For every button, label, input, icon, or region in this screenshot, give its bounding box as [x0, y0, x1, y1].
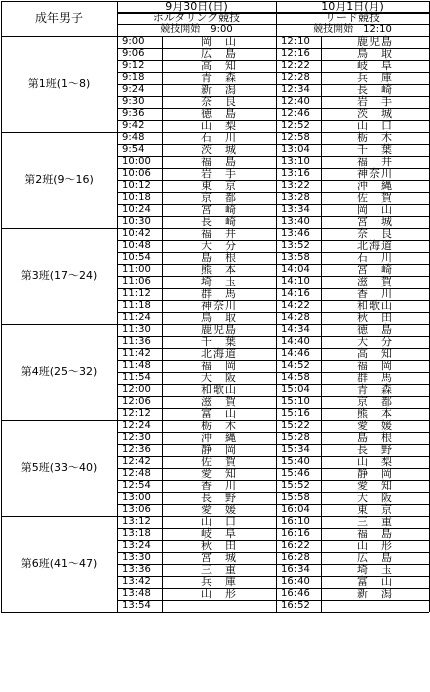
day1-prefecture: 和歌山	[201, 383, 237, 396]
day2-time: 13:28	[281, 192, 310, 203]
day1-time: 13:06	[122, 504, 151, 515]
day1-prefecture: 静 岡	[201, 443, 237, 456]
day2-time: 12:52	[281, 120, 310, 131]
day2-prefecture: 兵 庫	[357, 71, 393, 84]
day2-prefecture: 静 岡	[357, 467, 393, 480]
day2-time: 13:40	[281, 216, 310, 227]
day2-time: 13:58	[281, 252, 310, 263]
day2-prefecture: 奈 良	[357, 227, 393, 240]
day2-time: 13:46	[281, 228, 310, 239]
day2-time: 12:58	[281, 132, 310, 143]
day2-prefecture: 福 井	[357, 155, 393, 168]
day2-time: 16:52	[281, 600, 310, 611]
day2-prefecture: 岡 山	[357, 203, 393, 216]
day2-prefecture: 大 阪	[357, 491, 393, 504]
day1-time: 11:24	[122, 312, 151, 323]
day2-prefecture: 神奈川	[357, 167, 393, 180]
day2-prefecture: 愛 媛	[357, 419, 393, 432]
group-label: 第6班(41～47)	[20, 557, 98, 570]
day1-time: 10:42	[122, 228, 151, 239]
day2-prefecture: 三 重	[357, 515, 393, 528]
day1-time: 10:06	[122, 168, 151, 179]
day1-time: 10:18	[122, 192, 151, 203]
day1-time: 10:24	[122, 204, 151, 215]
day2-prefecture: 和歌山	[357, 299, 393, 312]
day2-prefecture: 宮 城	[357, 215, 393, 228]
day1-prefecture: 佐 賀	[201, 455, 237, 468]
day2-time: 13:22	[281, 180, 310, 191]
grid-line	[117, 1, 118, 612]
day1-prefecture: 秋 田	[201, 539, 237, 552]
day1-time: 13:12	[122, 516, 151, 527]
day1-time: 12:48	[122, 468, 151, 479]
day2-prefecture: 福 岡	[357, 359, 393, 372]
day1-time: 12:36	[122, 444, 151, 455]
day1-time: 13:42	[122, 576, 151, 587]
day1-time: 9:30	[122, 96, 145, 107]
day1-prefecture: 石 川	[201, 131, 237, 144]
day1-time: 11:36	[122, 336, 151, 347]
day2-time: 12:40	[281, 96, 310, 107]
day2-prefecture: 京 都	[357, 395, 393, 408]
day1-prefecture: 熊 本	[201, 263, 237, 276]
day1-prefecture: 栃 木	[201, 419, 237, 432]
day2-prefecture: 香 川	[357, 287, 393, 300]
day1-time: 9:18	[122, 72, 145, 83]
day2-prefecture: 岩 手	[357, 95, 393, 108]
day2-time: 16:22	[281, 540, 310, 551]
day1-prefecture	[162, 600, 276, 612]
day2-prefecture: 沖 縄	[357, 179, 393, 192]
group-label: 第1班(1～8)	[27, 77, 91, 90]
day2-time: 13:34	[281, 204, 310, 215]
grid-line	[117, 24, 429, 25]
day1-time: 11:06	[122, 276, 151, 287]
day1-time: 9:48	[122, 132, 145, 143]
day1-time: 12:12	[122, 408, 151, 419]
day1-prefecture: 福 井	[201, 227, 237, 240]
day2-time: 15:22	[281, 420, 310, 431]
day2-time: 14:52	[281, 360, 310, 371]
day2-prefecture: 鳥 取	[357, 47, 393, 60]
day2-prefecture: 広 島	[357, 551, 393, 564]
day1-time: 11:12	[122, 288, 151, 299]
day2-prefecture: 長 崎	[357, 83, 393, 96]
day2-time: 14:04	[281, 264, 310, 275]
day2-time: 12:28	[281, 72, 310, 83]
day2-time: 14:10	[281, 276, 310, 287]
day1-time: 9:24	[122, 84, 145, 95]
day1-prefecture: 兵 庫	[201, 575, 237, 588]
day1-start: 競技開始 9:00	[160, 24, 233, 35]
day2-prefecture: 山 梨	[357, 455, 393, 468]
day1-prefecture: 島 根	[201, 251, 237, 264]
day2-time: 15:28	[281, 432, 310, 443]
day1-time: 11:00	[122, 264, 151, 275]
day2-prefecture: 大 分	[357, 335, 393, 348]
day1-date: 9月30日(日)	[165, 0, 228, 13]
day2-time: 16:40	[281, 576, 310, 587]
day1-prefecture: 宮 崎	[201, 203, 237, 216]
day2-time: 16:46	[281, 588, 310, 599]
group-divider	[1, 36, 429, 37]
day1-prefecture: 岡 山	[201, 35, 237, 48]
group-divider	[1, 612, 429, 613]
grid-line	[117, 12, 429, 13]
day1-time: 9:36	[122, 108, 145, 119]
day1-time: 13:24	[122, 540, 151, 551]
day2-time: 14:58	[281, 372, 310, 383]
group-divider	[1, 516, 429, 517]
day2-prefecture: 東 京	[357, 503, 393, 516]
day2-event: リード競技	[325, 11, 380, 24]
day2-time: 14:34	[281, 324, 310, 335]
day2-time: 12:46	[281, 108, 310, 119]
day2-time: 14:22	[281, 300, 310, 311]
day2-prefecture: 秋 田	[357, 311, 393, 324]
day1-time: 11:30	[122, 324, 151, 335]
day2-prefecture: 富 山	[357, 575, 393, 588]
day2-time: 15:58	[281, 492, 310, 503]
day1-event: ボルダリング競技	[152, 11, 241, 24]
day2-time: 15:10	[281, 396, 310, 407]
day2-prefecture: 徳 島	[357, 323, 393, 336]
day1-time: 13:48	[122, 588, 151, 599]
day2-prefecture: 高 知	[357, 347, 393, 360]
day1-time: 12:00	[122, 384, 151, 395]
day2-prefecture: 滋 賀	[357, 275, 393, 288]
day2-prefecture: 愛 知	[357, 479, 393, 492]
day1-time: 9:54	[122, 144, 145, 155]
day1-time: 10:54	[122, 252, 151, 263]
day2-time: 12:10	[281, 36, 310, 47]
group-label: 第2班(9～16)	[24, 173, 94, 186]
day1-prefecture: 滋 賀	[201, 395, 237, 408]
day1-prefecture: 沖 縄	[201, 431, 237, 444]
day2-prefecture: 栃 木	[357, 131, 393, 144]
day1-prefecture: 東 京	[201, 179, 237, 192]
day1-prefecture: 長 野	[201, 491, 237, 504]
day1-prefecture: 茨 城	[201, 143, 237, 156]
group-divider	[1, 132, 429, 133]
day2-prefecture: 福 島	[357, 527, 393, 540]
day2-time: 13:52	[281, 240, 310, 251]
day1-prefecture: 香 川	[201, 479, 237, 492]
day2-time: 14:40	[281, 336, 310, 347]
group-divider	[1, 420, 429, 421]
day2-prefecture: 新 潟	[357, 587, 393, 600]
day2-time: 12:34	[281, 84, 310, 95]
day1-prefecture: 岩 手	[201, 167, 237, 180]
day1-time: 13:18	[122, 528, 151, 539]
day1-time: 10:00	[122, 156, 151, 167]
day1-prefecture: 三 重	[201, 563, 237, 576]
day2-time: 13:16	[281, 168, 310, 179]
day1-prefecture: 長 崎	[201, 215, 237, 228]
day1-prefecture: 大 分	[201, 239, 237, 252]
day2-prefecture: 茨 城	[357, 107, 393, 120]
day1-time: 9:00	[122, 36, 145, 47]
day2-time: 13:04	[281, 144, 310, 155]
day1-prefecture: 山 形	[201, 587, 237, 600]
day2-prefecture	[321, 600, 429, 612]
grid-line	[162, 36, 163, 612]
day2-prefecture: 長 野	[357, 443, 393, 456]
day2-time: 15:04	[281, 384, 310, 395]
day2-time: 16:10	[281, 516, 310, 527]
day1-prefecture: 鳥 取	[201, 311, 237, 324]
day1-prefecture: 徳 島	[201, 107, 237, 120]
day1-time: 12:42	[122, 456, 151, 467]
day2-prefecture: 青 森	[357, 383, 393, 396]
day2-time: 15:46	[281, 468, 310, 479]
day2-prefecture: 石 川	[357, 251, 393, 264]
day1-prefecture: 山 梨	[201, 119, 237, 132]
group-label: 第5班(33～40)	[20, 461, 98, 474]
day2-prefecture: 鹿児島	[357, 35, 393, 48]
table-left-border	[1, 1, 2, 612]
day2-time: 14:46	[281, 348, 310, 359]
day1-time: 9:06	[122, 48, 145, 59]
day1-time: 13:00	[122, 492, 151, 503]
day1-prefecture: 北海道	[201, 347, 237, 360]
day1-time: 9:42	[122, 120, 145, 131]
day1-prefecture: 福 島	[201, 155, 237, 168]
day2-prefecture: 熊 本	[357, 407, 393, 420]
group-label: 第3班(17～24)	[20, 269, 98, 282]
day1-prefecture: 愛 知	[201, 467, 237, 480]
day2-prefecture: 島 根	[357, 431, 393, 444]
group-label: 第4班(25～32)	[20, 365, 98, 378]
day1-time: 13:54	[122, 600, 151, 611]
day2-time: 15:52	[281, 480, 310, 491]
day1-time: 11:48	[122, 360, 151, 371]
day1-prefecture: 群 馬	[201, 287, 237, 300]
day1-prefecture: 岐 阜	[201, 527, 237, 540]
day1-prefecture: 鹿児島	[201, 323, 237, 336]
grid-line	[321, 36, 322, 612]
day2-time: 16:04	[281, 504, 310, 515]
day2-prefecture: 宮 崎	[357, 263, 393, 276]
grid-line	[276, 1, 277, 612]
day1-prefecture: 富 山	[201, 407, 237, 420]
day1-prefecture: 京 都	[201, 191, 237, 204]
day2-prefecture: 北海道	[357, 239, 393, 252]
day2-time: 14:28	[281, 312, 310, 323]
day1-prefecture: 大 阪	[201, 371, 237, 384]
day1-time: 10:12	[122, 180, 151, 191]
day2-prefecture: 山 口	[357, 119, 393, 132]
day1-prefecture: 青 森	[201, 71, 237, 84]
day1-prefecture: 神奈川	[201, 299, 237, 312]
day1-time: 10:48	[122, 240, 151, 251]
day1-time: 9:12	[122, 60, 145, 71]
group-divider	[1, 324, 429, 325]
day2-time: 16:28	[281, 552, 310, 563]
day2-start: 競技開始 12:10	[313, 24, 392, 35]
day1-time: 13:36	[122, 564, 151, 575]
day1-time: 13:30	[122, 552, 151, 563]
day1-prefecture: 千 葉	[201, 335, 237, 348]
day2-time: 14:16	[281, 288, 310, 299]
day1-prefecture: 新 潟	[201, 83, 237, 96]
day2-prefecture: 群 馬	[357, 371, 393, 384]
day1-prefecture: 山 口	[201, 515, 237, 528]
day2-time: 15:16	[281, 408, 310, 419]
day1-time: 11:54	[122, 372, 151, 383]
day2-time: 12:16	[281, 48, 310, 59]
day1-prefecture: 宮 城	[201, 551, 237, 564]
day1-time: 11:18	[122, 300, 151, 311]
day1-prefecture: 埼 玉	[201, 275, 237, 288]
day2-time: 16:16	[281, 528, 310, 539]
day2-prefecture: 山 形	[357, 539, 393, 552]
day2-prefecture: 千 葉	[357, 143, 393, 156]
day1-time: 12:24	[122, 420, 151, 431]
day2-time: 15:34	[281, 444, 310, 455]
day2-time: 15:40	[281, 456, 310, 467]
day2-date: 10月1日(月)	[321, 0, 384, 13]
day1-prefecture: 高 知	[201, 59, 237, 72]
table-title: 成年男子	[34, 11, 83, 25]
day1-time: 12:30	[122, 432, 151, 443]
day2-time: 16:34	[281, 564, 310, 575]
day2-prefecture: 埼 玉	[357, 563, 393, 576]
day1-prefecture: 広 島	[201, 47, 237, 60]
day1-time: 11:42	[122, 348, 151, 359]
day2-time: 13:10	[281, 156, 310, 167]
day1-time: 10:30	[122, 216, 151, 227]
day2-time: 12:22	[281, 60, 310, 71]
day2-prefecture: 岐 阜	[357, 59, 393, 72]
day1-prefecture: 愛 媛	[201, 503, 237, 516]
day1-prefecture: 奈 良	[201, 95, 237, 108]
group-divider	[1, 228, 429, 229]
day1-time: 12:54	[122, 480, 151, 491]
day1-time: 12:06	[122, 396, 151, 407]
day1-prefecture: 福 岡	[201, 359, 237, 372]
day2-prefecture: 佐 賀	[357, 191, 393, 204]
table-top-border	[1, 1, 429, 2]
